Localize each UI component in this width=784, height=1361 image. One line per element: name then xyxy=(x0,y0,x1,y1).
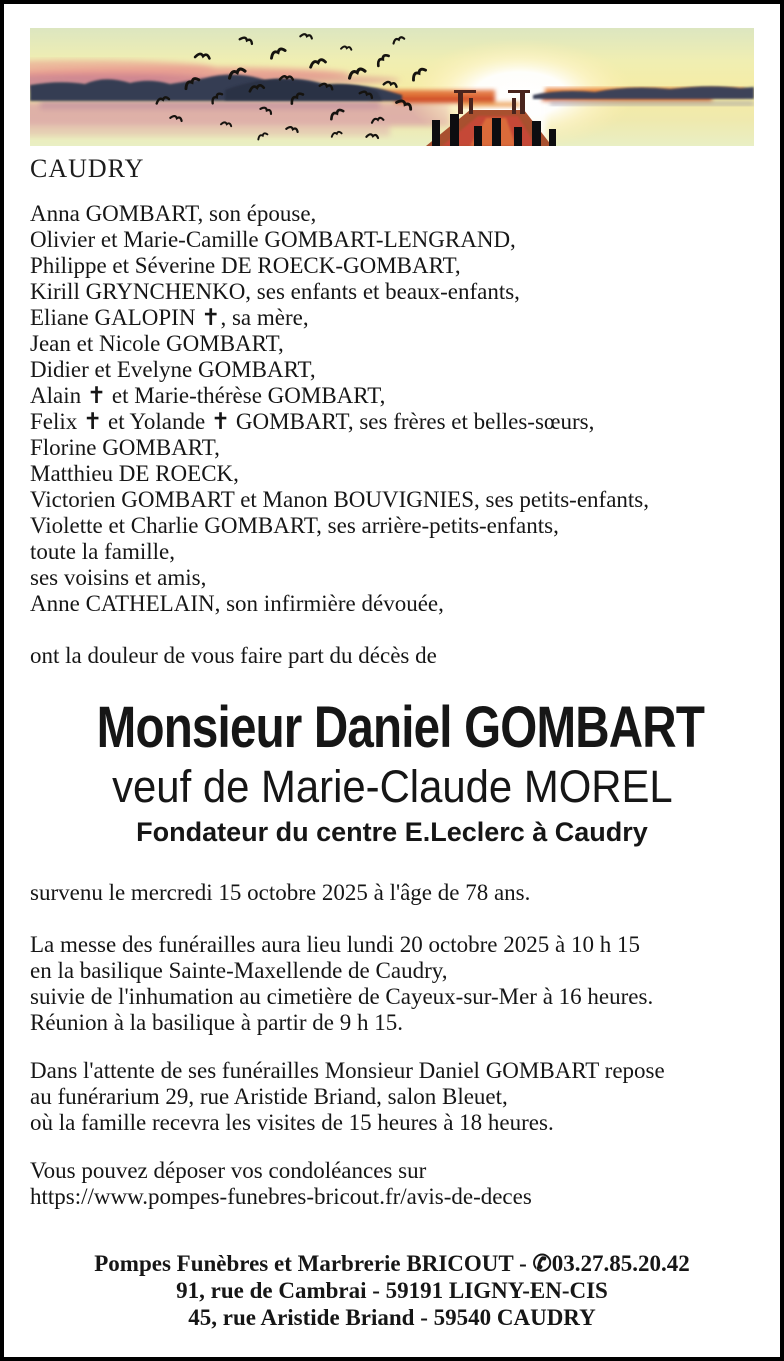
family-member-line: Philippe et Séverine DE ROECK-GOMBART, xyxy=(30,253,461,278)
sunset-lake-birds-pier-photo xyxy=(30,28,754,146)
family-member-line: Olivier et Marie-Camille GOMBART-LENGRAND, xyxy=(30,227,516,252)
deceased-subtitle: veuf de Marie-Claude MOREL xyxy=(111,761,673,812)
family-list xyxy=(30,201,754,617)
repose-line: au funérarium 29, rue Aristide Briand, salon Bleuet, xyxy=(30,1084,508,1109)
family-member-line: Victorien GOMBART et Manon BOUVIGNIES, ses petits-enfants, xyxy=(30,487,650,512)
family-member-line: Florine GOMBART, xyxy=(30,435,220,460)
family-member-line: Anne CATHELAIN, son infirmière dévouée, xyxy=(30,591,444,616)
ceremony-line: Réunion à la basilique à partir de 9 h 15. xyxy=(30,1010,404,1035)
condolences-url: https://www.pompes-funebres-bricout.fr/avis-de-deces xyxy=(30,1184,532,1209)
memorial-header-photo xyxy=(30,28,754,146)
location-heading: CAUDRY xyxy=(30,154,145,183)
family-member-line: Felix ✝ et Yolande ✝ GOMBART, ses frères et belles-sœurs, xyxy=(30,409,595,434)
deceased-name-title: Monsieur Daniel GOMBART xyxy=(96,695,705,760)
water-reflection xyxy=(30,100,450,136)
ceremony-line: en la basilique Sainte-Maxellende de Caudry, xyxy=(30,958,448,983)
family-member-line: Matthieu DE ROECK, xyxy=(30,461,239,486)
repose-line: où la famille recevra les visites de 15 heures à 18 heures. xyxy=(30,1110,554,1135)
death-info-line: survenu le mercredi 15 octobre 2025 à l'âge de 78 ans. xyxy=(30,880,531,905)
family-member-line: Kirill GRYNCHENKO, ses enfants et beaux-enfants, xyxy=(30,279,520,304)
ceremony-line: La messe des funérailles aura lieu lundi 20 octobre 2025 à 10 h 15 xyxy=(30,932,640,957)
family-member-line: Didier et Evelyne GOMBART, xyxy=(30,357,316,382)
funeral-home-footer xyxy=(30,1250,754,1331)
family-member-line: ses voisins et amis, xyxy=(30,565,207,590)
ceremony-block xyxy=(30,932,754,1036)
announcement-text: ont la douleur de vous faire part du décès de xyxy=(30,643,437,668)
funeral-home-name-phone: Pompes Funèbres et Marbrerie BRICOUT - ✆03.27.85.20.42 xyxy=(94,1251,690,1276)
funeral-home-address-2: 45, rue Aristide Briand - 59540 CAUDRY xyxy=(188,1305,596,1330)
family-member-line: Anna GOMBART, son épouse, xyxy=(30,201,317,226)
family-member-line: Violette et Charlie GOMBART, ses arrière-petits-enfants, xyxy=(30,513,559,538)
condolences-block xyxy=(30,1158,754,1210)
family-member-line: Eliane GALOPIN ✝, sa mère, xyxy=(30,305,309,330)
ceremony-line: suivie de l'inhumation au cimetière de Cayeux-sur-Mer à 16 heures. xyxy=(30,984,654,1009)
condolences-intro: Vous pouvez déposer vos condoléances sur xyxy=(30,1158,427,1183)
family-member-line: toute la famille, xyxy=(30,539,175,564)
repose-line: Dans l'attente de ses funérailles Monsieur Daniel GOMBART repose xyxy=(30,1058,665,1083)
family-member-line: Alain ✝ et Marie-thérèse GOMBART, xyxy=(30,383,386,408)
funeral-home-address-1: 91, rue de Cambrai - 59191 LIGNY-EN-CIS xyxy=(176,1278,608,1303)
family-member-line: Jean et Nicole GOMBART, xyxy=(30,331,284,356)
repose-block xyxy=(30,1058,754,1136)
deceased-role: Fondateur du centre E.Leclerc à Caudry xyxy=(136,817,648,847)
